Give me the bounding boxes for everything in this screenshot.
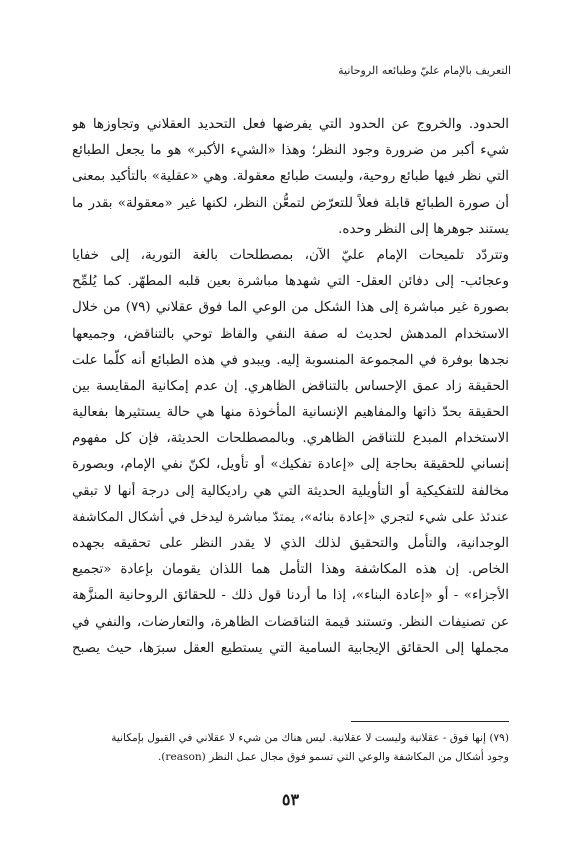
- body-line: الاستخدام المدهش لحديث له صفة النفي والفاظ توحي بالتناقض، وجميعها: [72, 326, 509, 342]
- body-line: عندئذ على شيء لتجري «إعادة بنائه»، يمتدّ مباشرة ليدخل في أشكال المكاشفة: [72, 509, 509, 525]
- body-line: مجملها إلى الحقائق الإيجابية السامية التي يستطيع العقل سبرَها، حيث يصبح: [72, 640, 509, 656]
- body-line: الحقيقة بحدّ ذاتها والمفاهيم الإنسانية المأخوذة منها هي حالة يستثيرها بفعالية: [72, 405, 509, 421]
- body-line: بصورة غير مباشرة إلى هذا الشكل من الوعي الما فوق عقلاني (٧٩) من خلال: [72, 300, 509, 316]
- body-text: [72, 112, 509, 662]
- body-line: وعجائب- إلى دفائن العقل- التي شهدها مباشرة بعين قلبه المطهّر. كما يُلمِّح: [72, 274, 509, 290]
- body-line: مخالفة للتفكيكية أو التأويلية الحديثة التي هي راديكالية إلى درجة أنها لا تبقي: [72, 483, 509, 499]
- body-line: عن تصنيفات النظر. وتستند قيمة التناقضات الظاهرة، والتعارضات، والنفي في: [72, 614, 509, 630]
- body-line: نجدها بوفرة في المجموعة المنسوبة إليه. ويبدو في هذه الطبائع أنه كلّما علت: [72, 352, 509, 368]
- body-line: إنساني للحقيقة بحاجة إلى «إعادة تفكيك» أو تأويل، لكنّ نفي الإمام، وبصورة: [72, 457, 509, 473]
- body-line: الخاص. إن هذه المكاشفة وهذا التأمل هما اللذان يقومان بإعادة «تجميع: [72, 562, 509, 578]
- footnote-line: (٧٩) إنها فوق - عقلانية وليست لا عقلانية. ليس هناك من شيء لا عقلاني في القبول بإمكانية: [111, 732, 509, 744]
- footnote-divider: [351, 721, 509, 722]
- body-line: الاستخدام المبدع للتناقض الظاهري. وبالمصطلحات الحديثة، فإن كل مفهوم: [72, 431, 509, 447]
- body-line: الحدود. والخروج عن الحدود التي يفرضها فعل التحديد العقلاني وتجاوزها هو: [72, 117, 509, 132]
- body-line: الأجزاء» - أو «إعادة البناء»، إذا ما أردنا قول ذلك - للحقائق الروحانية المنزَّهة: [72, 588, 509, 604]
- body-line: التي نظر فيها طبائع روحية، وليست طبائع معقولة. وهي «عقلية» بالتأكيد بمعنى: [72, 169, 509, 185]
- footnote-line: وجود أشكال من المكاشفة والوعي التي تسمو فوق مجال عمل النظر (reason).: [157, 751, 509, 763]
- running-header: التعريف بالإمام عليّ وطبائعه الروحانية: [338, 64, 511, 77]
- body-line: يستند جوهرها إلى النظر وحده.: [338, 221, 509, 237]
- page-number: ٥٣: [281, 790, 300, 809]
- body-line: أن صورة الطبائع قابلة فعلاً للتعرّض لتمعُّن النظر، لكنها غير «معقولة» بقدر ما: [72, 195, 509, 211]
- body-line: وتتردّد تلميحات الإمام عليّ الآن، بمصطلحات بالغة التورية، إلى خفايا: [72, 247, 509, 263]
- body-line: الحقيقة زاد عمق الإحساس بالتناقض الظاهري. إن عدم إمكانية المقايسة بين: [72, 378, 509, 394]
- footnotes: [66, 729, 509, 767]
- body-line: شيء أكبر من ضرورة وجود النظر؛ وهذا «الشيء الأكبر» هو ما يجعل الطبائع: [72, 143, 509, 159]
- body-line: الوجدانية، والتأمل والتحقيق لذلك الذي لا يقدر النظر على تحقيقه بجهده: [72, 536, 509, 551]
